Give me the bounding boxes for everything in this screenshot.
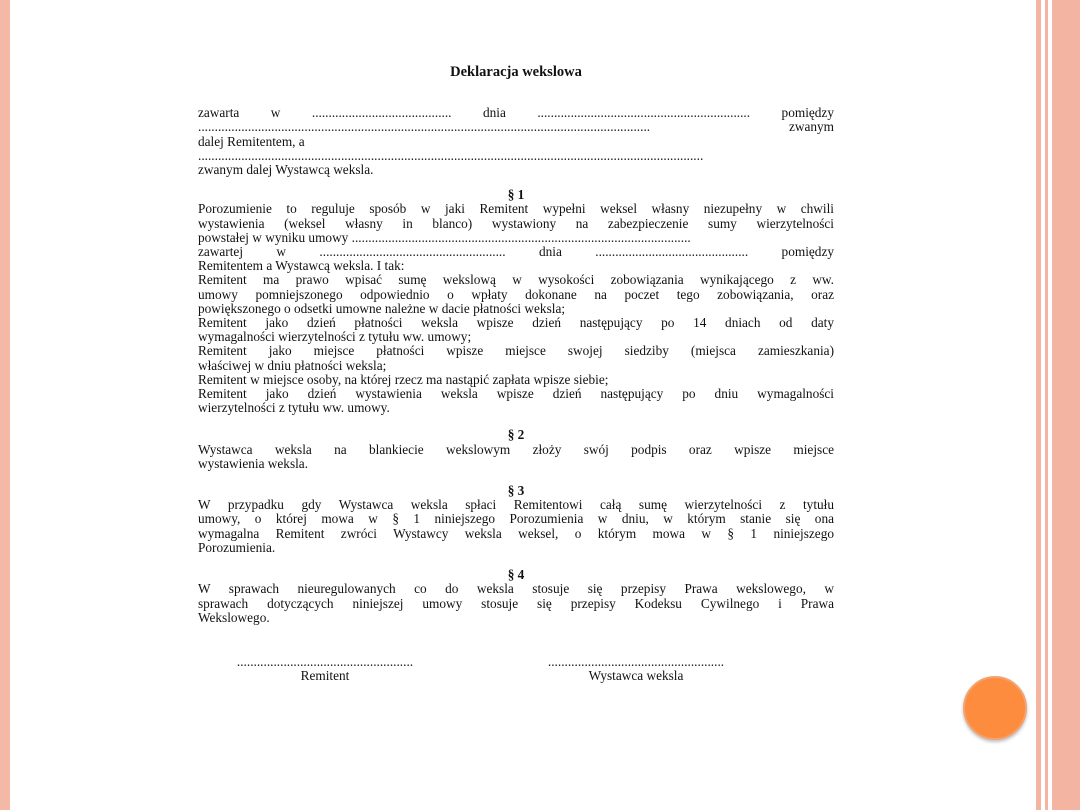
section-heading: § 3: [507, 483, 525, 499]
section-4: [198, 568, 834, 625]
signature-line: .....................................................: [236, 654, 414, 669]
section-3: [198, 484, 834, 555]
section-line: Wystawca weksla na blankiecie wekslowym złoży swój podpis oraz wpisze miejsce: [198, 441, 834, 457]
section-line: zawartej w ........................................................ dnia .............................................. pomiędzy: [198, 244, 834, 260]
section-line: Wekslowego.: [198, 609, 270, 625]
section-line: W sprawach nieuregulowanych co do weksla stosuje się przepisy Prawa wekslowego, w: [198, 581, 834, 597]
intro-block: [198, 106, 834, 177]
section-line: właściwej w dniu płatności weksla;: [198, 357, 387, 373]
section-line: Porozumienie to reguluje sposób w jaki Remitent wypełni weksel własny niezupełny w chwili: [198, 201, 834, 217]
right-stripe-1: [1036, 0, 1041, 810]
section-line: Remitentem a Wystawcą weksla. I tak:: [198, 258, 405, 274]
intro-line: dalej Remitentem, a: [198, 133, 305, 149]
declaration-document: [198, 65, 834, 625]
section-line: wierzytelności z tytułu ww. umowy.: [198, 400, 390, 416]
signature-label: Wystawca weksla: [588, 668, 684, 683]
section-line: powstałej w wyniku umowy ......................................................................................................: [198, 229, 691, 245]
intro-line: ........................................................................................................................................................: [198, 147, 704, 163]
section-2: [198, 428, 834, 471]
section-heading: § 2: [507, 427, 525, 443]
section-line: sprawach dotyczących niniejszej umowy stosuje się przepisy Kodeksu Cywilnego i Prawa: [198, 595, 834, 611]
orange-circle-decoration: [963, 676, 1027, 740]
signature-remitent: [212, 655, 438, 683]
signature-line: .....................................................: [547, 654, 725, 669]
section-line: Remitent jako dzień wystawienia weksla wpisze dzień następujący po dniu wymagalności: [198, 386, 834, 402]
right-frame-stripes: [1036, 0, 1080, 810]
section-line: Remitent ma prawo wpisać sumę wekslową w wysokości zobowiązania wynikającego z ww.: [198, 272, 834, 288]
section-line: Remitent jako dzień płatności weksla wpisze dzień następujący po 14 dniach od daty: [198, 315, 834, 331]
section-line: wystawienia (weksel własny in blanco) wystawiony na zabezpieczenie sumy wierzytelności: [198, 215, 834, 231]
section-line: Porozumienia.: [198, 539, 276, 555]
signature-label: Remitent: [300, 668, 350, 683]
document-title: Deklaracja wekslowa: [450, 64, 582, 80]
section-line: wystawienia weksla.: [198, 455, 309, 471]
signature-wystawca: [523, 655, 749, 683]
section-line: umowy pomniejszonego odpowiednio o wpłaty dokonane na poczet tego zobowiązania, oraz: [198, 286, 834, 302]
section-line: W przypadku gdy Wystawca weksla spłaci Remitentowi całą sumę wierzytelności z tytułu: [198, 497, 834, 513]
section-line: Remitent jako miejsce płatności wpisze miejsce swojej siedziby (miejsca zamieszkania): [198, 343, 834, 359]
section-line: umowy, o której mowa w § 1 niniejszego Porozumienia w dniu, w którym stanie się ona: [198, 511, 834, 527]
section-line: Remitent w miejsce osoby, na której rzecz ma nastąpić zapłata wpisze siebie;: [198, 371, 609, 387]
left-frame-stripe: [0, 0, 10, 810]
section-line: powiększonego o odsetki umowne należne w dacie płatności weksla;: [198, 300, 566, 316]
right-stripe-3: [1052, 0, 1080, 810]
section-line: wymagalna Remitent zwróci Wystawcy weksla weksel, o którym mowa w § 1 niniejszego: [198, 525, 834, 541]
intro-line: ........................................................................................................................................ zwanym: [198, 119, 834, 135]
intro-line: zawarta w .......................................... dnia ................................................................ pomiędzy: [198, 105, 834, 121]
section-heading: § 4: [507, 567, 525, 583]
section-line: wymagalności wierzytelności z tytułu ww. umowy;: [198, 329, 472, 345]
section-heading: § 1: [507, 187, 525, 203]
section-1: [198, 188, 834, 415]
sections-container: [198, 188, 834, 625]
intro-line: zwanym dalej Wystawcą weksla.: [198, 162, 374, 178]
right-stripe-2: [1045, 0, 1048, 810]
